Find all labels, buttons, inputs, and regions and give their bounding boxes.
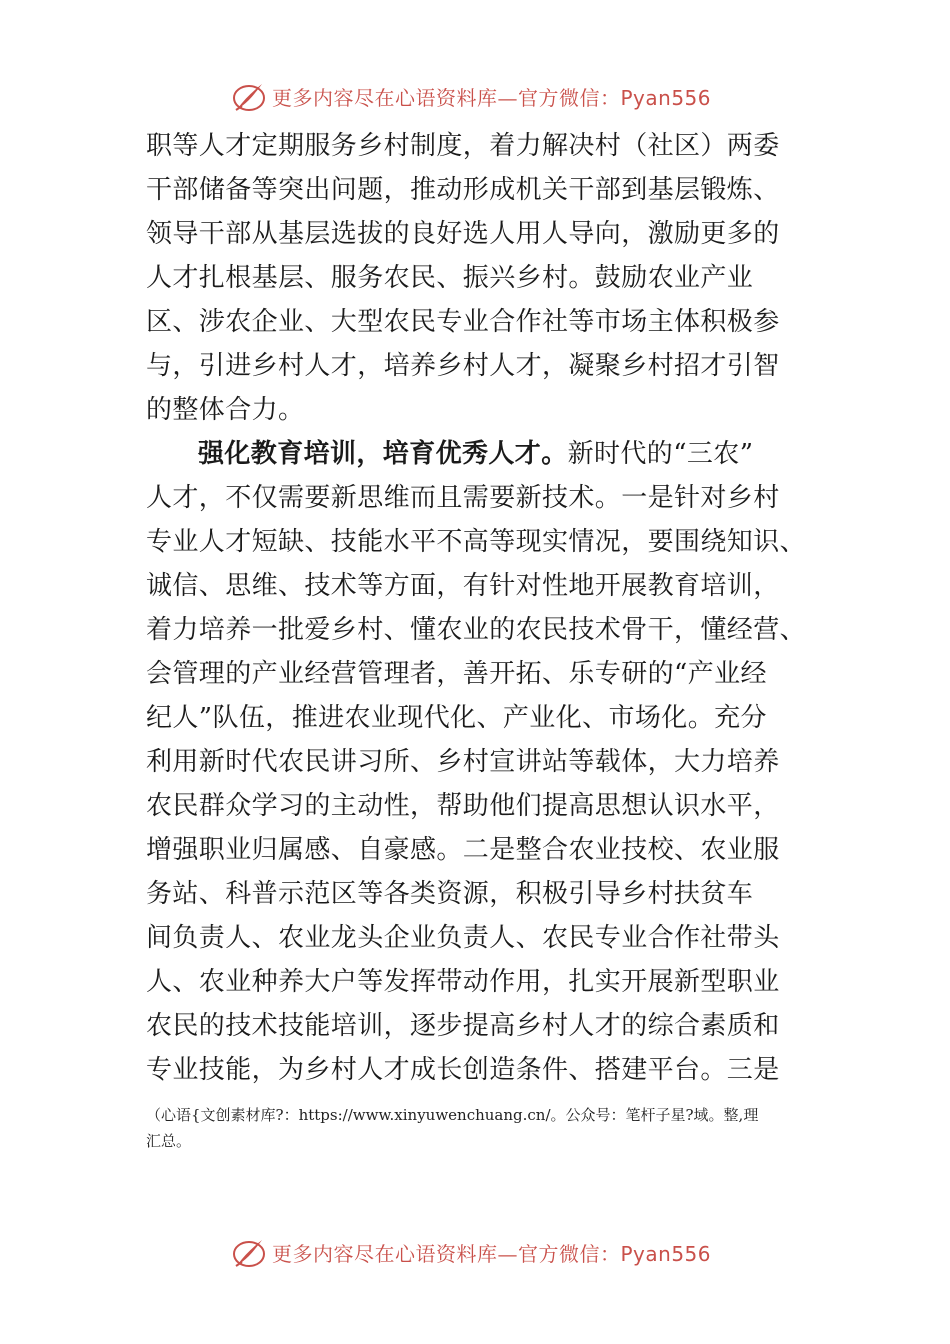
text-line: 人才，不仅需要新思维而且需要新技术。一是针对乡村 bbox=[146, 483, 780, 513]
text-line: 的整体合力。 bbox=[146, 395, 305, 425]
paragraph-first-line bbox=[146, 432, 812, 476]
footnote-line: （心语{文创素材库?：https://www.xinyuwenchuang.cn/。公众号：笔杆子星?域。整,理 bbox=[146, 1106, 759, 1124]
quill-pen-logo-icon bbox=[232, 1236, 266, 1270]
text-line: 间负责人、农业龙头企业负责人、农民专业合作社带头 bbox=[146, 923, 780, 953]
text-line: 增强职业归属感、自豪感。二是整合农业技校、农业服 bbox=[146, 835, 780, 865]
text-line: 诚信、思维、技术等方面，有针对性地开展教育培训， bbox=[146, 571, 780, 601]
text-line: 农民的技术技能培训，逐步提高乡村人才的综合素质和 bbox=[146, 1011, 780, 1041]
text-line: 领导干部从基层选拔的良好选人用人导向，激励更多的 bbox=[146, 219, 780, 249]
text-line: 专业人才短缺、技能水平不高等现实情况，要围绕知识、 bbox=[146, 527, 807, 557]
footer-banner bbox=[0, 1232, 950, 1272]
wechat-id: Pyan556 bbox=[620, 1242, 712, 1266]
source-footnote bbox=[146, 1102, 836, 1154]
text-line: 会管理的产业经营管理者，善开拓、乐专研的“产业经 bbox=[146, 659, 767, 689]
text-line: 区、涉农企业、大型农民专业合作社等市场主体积极参 bbox=[146, 307, 780, 337]
text-line: 人、农业种养大户等发挥带动作用，扎实开展新型职业 bbox=[146, 967, 780, 997]
paragraph-heading: 强化教育培训，培育优秀人才。 bbox=[198, 439, 568, 469]
banner-text: 更多内容尽在心语资料库—官方微信：Pyan556 bbox=[272, 1242, 712, 1266]
document-body bbox=[146, 124, 812, 1092]
footnote-line: 汇总。 bbox=[146, 1132, 192, 1150]
text-line: 纪人”队伍，推进农业现代化、产业化、市场化。充分 bbox=[146, 703, 767, 733]
text-line: 职等人才定期服务乡村制度，着力解决村（社区）两委 bbox=[146, 131, 780, 161]
text-line: 利用新时代农民讲习所、乡村宣讲站等载体，大力培养 bbox=[146, 747, 780, 777]
text-line: 农民群众学习的主动性，帮助他们提高思想认识水平， bbox=[146, 791, 780, 821]
text-line: 专业技能，为乡村人才成长创造条件、搭建平台。三是 bbox=[146, 1055, 780, 1085]
paragraph-text: 新时代的“三农” bbox=[567, 439, 754, 469]
banner-text: 更多内容尽在心语资料库—官方微信：Pyan556 bbox=[272, 86, 712, 110]
wechat-id: Pyan556 bbox=[620, 86, 712, 110]
text-line: 干部储备等突出问题，推动形成机关干部到基层锻炼、 bbox=[146, 175, 780, 205]
header-banner bbox=[0, 76, 950, 116]
quill-pen-logo-icon bbox=[232, 80, 266, 114]
text-line: 与，引进乡村人才，培养乡村人才，凝聚乡村招才引智 bbox=[146, 351, 780, 381]
text-line: 人才扎根基层、服务农民、振兴乡村。鼓励农业产业 bbox=[146, 263, 754, 293]
text-line: 着力培养一批爱乡村、懂农业的农民技术骨干，懂经营、 bbox=[146, 615, 807, 645]
text-line: 务站、科普示范区等各类资源，积极引导乡村扶贫车 bbox=[146, 879, 754, 909]
